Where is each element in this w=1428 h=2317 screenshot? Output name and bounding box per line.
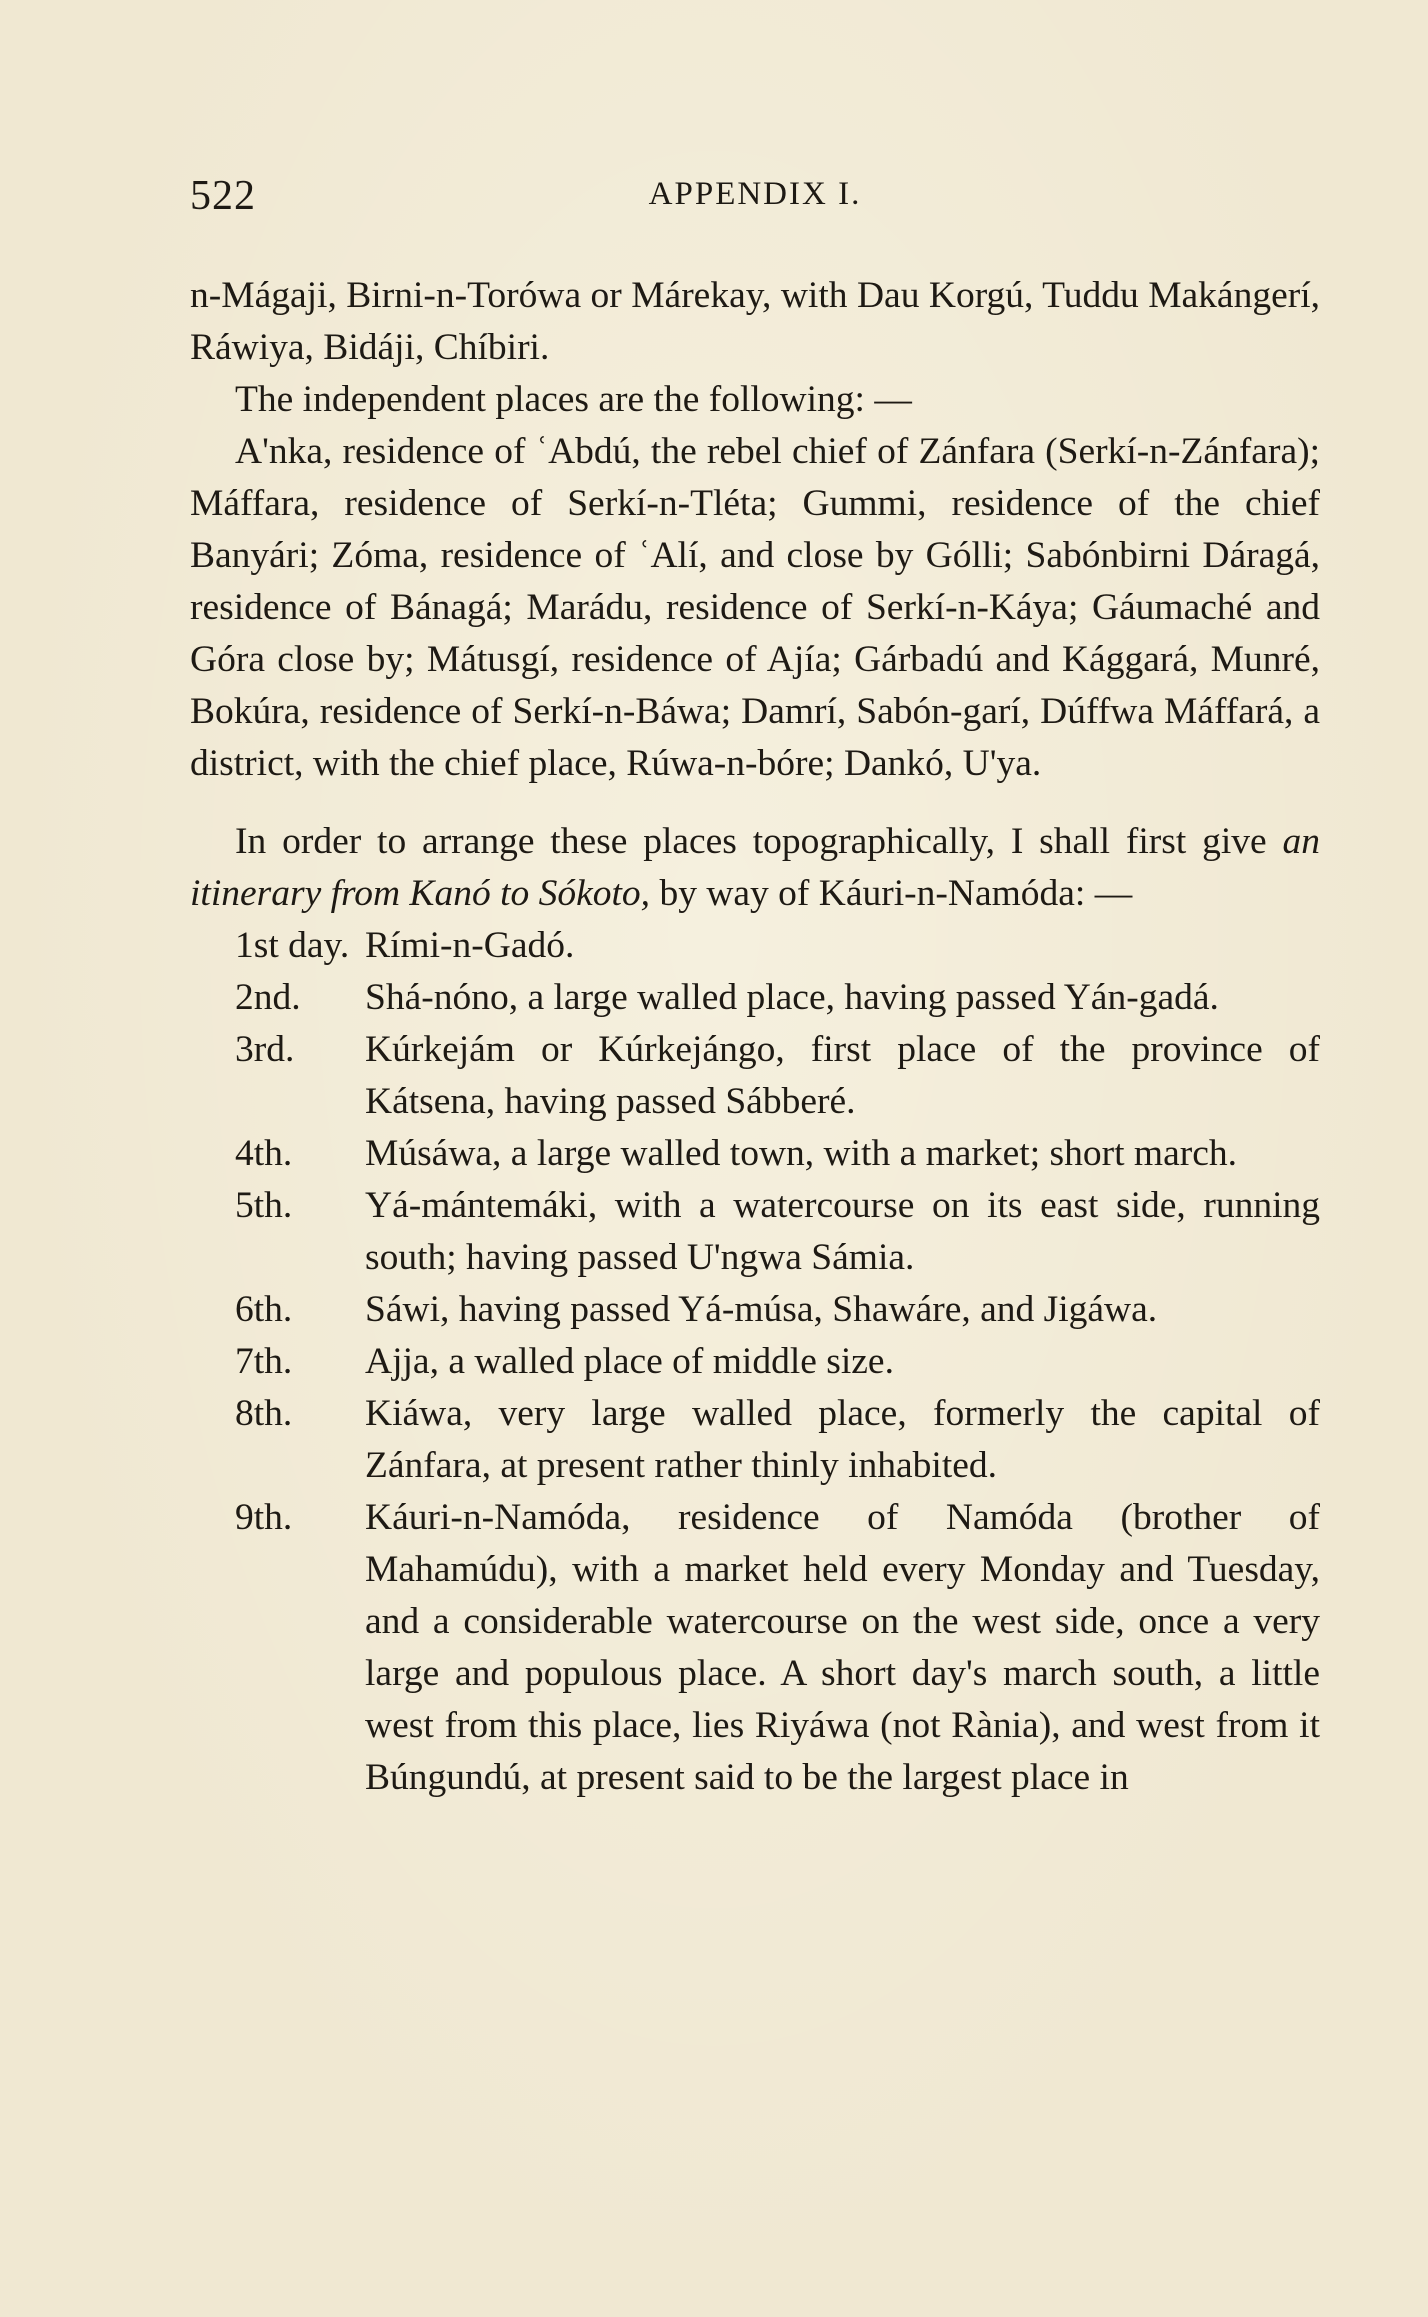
day-description: Shá-nóno, a large walled place, having passed Yán-gadá. <box>365 977 1219 1018</box>
page-header <box>190 172 1320 232</box>
day-label: 1st day. <box>235 925 350 966</box>
day-description: Ajja, a walled place of middle size. <box>365 1341 894 1382</box>
page-number: 522 <box>190 173 256 219</box>
intro-text-end: by way of Káuri-n-Namóda: — <box>650 873 1133 914</box>
day-label: 9th. <box>235 1497 293 1538</box>
day-label: 8th. <box>235 1393 293 1434</box>
day-label: 2nd. <box>235 977 301 1018</box>
intro-text-italic: an itinerary from Kanó to Sókoto, <box>190 821 1320 914</box>
itinerary-day <box>190 920 1320 972</box>
paragraph-continuation: n-Mágaji, Birni-n-Torówa or Márekay, with Dau Korgú, Tuddu Makángerí, Ráwiya, Bidáji, Chíbiri. <box>190 275 1320 368</box>
itinerary-day <box>190 1336 1320 1388</box>
day-label: 7th. <box>235 1341 293 1382</box>
intro-text-start: In order to arrange these places topographically, I shall first give <box>235 821 1283 862</box>
day-description: Káuri-n-Namóda, residence of Namóda (brother of Mahamúdu), with a market held every Monday and Tuesday, and a considerable watercourse on the west side, once a very large and populous place. A short day's march south, a little west from this place, lies Riyáwa (not Rània), and west from it Búngundú, at present said to be the largest place in <box>365 1497 1320 1798</box>
itinerary-day <box>190 1024 1320 1128</box>
body-text <box>190 270 1320 1804</box>
itinerary-day <box>190 1492 1320 1804</box>
day-label: 6th. <box>235 1289 293 1330</box>
day-label: 4th. <box>235 1133 293 1174</box>
itinerary-day <box>190 972 1320 1024</box>
paragraph-independent-places: The independent places are the following: — <box>235 379 912 420</box>
paragraph-place-list: A'nka, residence of ʿAbdú, the rebel chief of Zánfara (Serkí-n-Zánfara); Máffara, residence of Serkí-n-Tléta; Gummi, residence of the chief Banyári; Zóma, residence of ʿAlí, and close by Gólli; Sabónbirni Dáragá, residence of Bánagá; Marádu, residence of Serkí-n-Káya; Gáumaché and Góra close by; Mátusgí, residence of Ajía; Gárbadú and Kággará, Munré, Bokúra, residence of Serkí-n-Báwa; Damrí, Sabón-garí, Dúffwa Máffará, a district, with the chief place, Rúwa-n-bóre; Dankó, U'ya. <box>190 431 1320 784</box>
paragraph-itinerary-intro <box>190 816 1320 920</box>
day-label: 3rd. <box>235 1029 295 1070</box>
day-description: Kiáwa, very large walled place, formerly the capital of Zánfara, at present rather thinly inhabited. <box>365 1393 1320 1486</box>
day-label: 5th. <box>235 1185 293 1226</box>
day-description: Kúrkejám or Kúrkejángo, first place of the province of Kátsena, having passed Sábberé. <box>365 1029 1320 1122</box>
itinerary-day <box>190 1128 1320 1180</box>
itinerary-day <box>190 1388 1320 1492</box>
itinerary-list <box>190 920 1320 1804</box>
day-description: Músáwa, a large walled town, with a market; short march. <box>365 1133 1237 1174</box>
itinerary-day <box>190 1180 1320 1284</box>
day-description: Sáwi, having passed Yá-músa, Shawáre, and Jigáwa. <box>365 1289 1158 1330</box>
day-description: Yá-mántemáki, with a watercourse on its east side, running south; having passed U'ngwa Sámia. <box>365 1185 1320 1278</box>
itinerary-day <box>190 1284 1320 1336</box>
running-head: APPENDIX I. <box>648 176 862 212</box>
day-description: Rími-n-Gadó. <box>365 925 575 966</box>
